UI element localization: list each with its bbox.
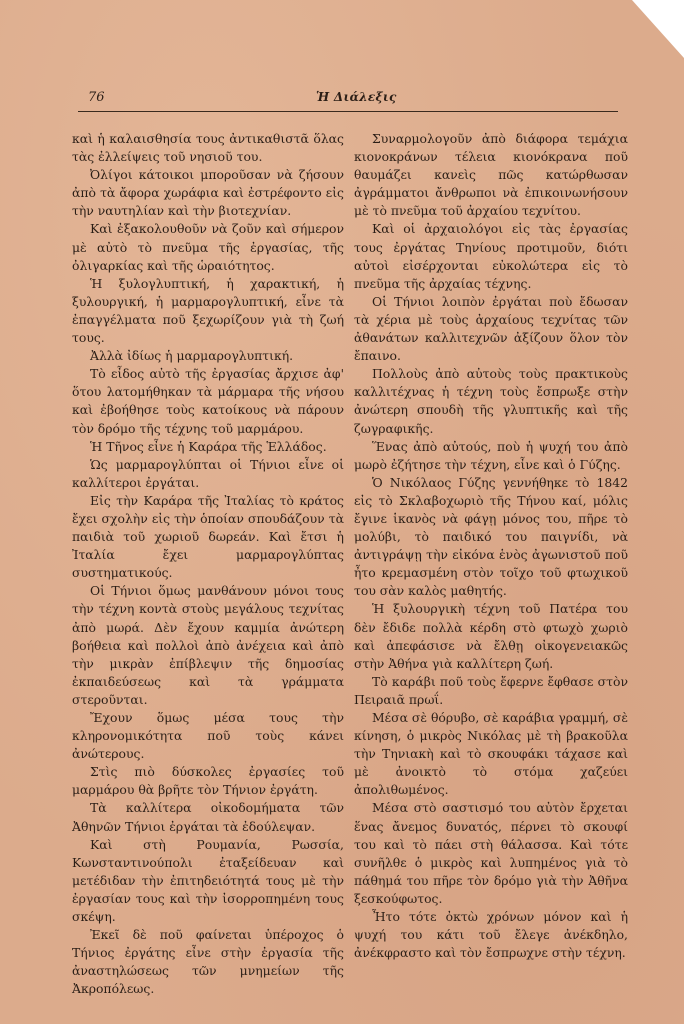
paragraph: Τὸ εἶδος αὐτὸ τῆς ἐργασίας ἄρχισε ἀφ' ὅτου λατομήθηκαν τὰ μάρμαρα τῆς νήσου καὶ ἐβοήθησε τοὺς κατοίκους νὰ πάρουν τὸν δρόμο τῆς τέχνης τοῦ μαρμάρου.	[72, 366, 344, 436]
paragraph: Μέσα στὸ σαστισμό του αὐτὸν ἔρχεται ἕνας ἄνεμος δυνατός, πέρνει τὸ σκουφί του καὶ τὸ πάει στὴ θάλασσα. Καὶ τότε συνῆλθε ὁ μικρὸς καὶ λυπημένος γιὰ τὸ πάθημά του πῆρε τὸν δρόμο γιὰ τὴν Ἀθῆνα ξεσκούφωτος.	[354, 800, 628, 906]
paragraph: Ὀλίγοι κάτοικοι μποροῦσαν νὰ ζήσουν ἀπὸ τὰ ἄφορα χωράφια καὶ ἐστρέφοντο εἰς τὴν ναυτηλίαν καὶ τὴν βιοτεχνίαν.	[72, 167, 344, 219]
paragraph: Στὶς πιὸ δύσκολες ἐργασίες τοῦ μαρμάρου θὰ βρῆτε τὸν Τήνιον ἐργάτη.	[72, 764, 344, 798]
paragraph: Πολλοὺς ἀπὸ αὐτοὺς τοὺς πρακτικοὺς καλλιτέχνας ἡ τέχνη τοὺς ἔσπρωξε στὴν ἀνώτερη σπουδὴ τῆς γλυπτικῆς καὶ τῆς ζωγραφικῆς.	[354, 366, 628, 436]
paragraph: Καὶ οἱ ἀρχαιολόγοι εἰς τὰς ἐργασίας τους ἐργάτας Τηνίους προτιμοῦν, διότι αὐτοὶ εἰσέρχονται εὐκολώτερα εἰς τὸ πνεῦμα τῆς ἀρχαίας τέχνης.	[354, 221, 628, 291]
torn-corner	[632, 0, 684, 58]
paragraph: Ἕνας ἀπὸ αὐτούς, ποὺ ἡ ψυχή του ἀπὸ μωρὸ ἐζήτησε τὴν τέχνη, εἶνε καὶ ὁ Γύζης.	[354, 438, 628, 472]
paragraph: καὶ ἡ καλαισθησία τους ἀντικαθιστᾶ ὅλας τὰς ἐλλείψεις τοῦ νησιοῦ του.	[72, 131, 344, 165]
running-title: Ἡ Διάλεξις	[316, 90, 397, 104]
paragraph: Ἡ ξυλουργικὴ τέχνη τοῦ Πατέρα του δὲν ἔδιδε πολλὰ κέρδη στὸ φτωχὸ χωριὸ καὶ ἀπεφάσισε νὰ ἔλθῃ οἰκογενειακῶς στὴν Ἀθήνα γιὰ καλλίτερη ζωή.	[354, 601, 628, 671]
paragraph: Μέσα σὲ θόρυβο, σὲ καράβια γραμμή, σὲ κίνηση, ὁ μικρὸς Νικόλας μὲ τὴ βρακοῦλα τὴν Τηνιακὴ καὶ τὸ σκουφάκι τάχασε καὶ μὲ ἀνοικτὸ τὸ στόμα χαζεύει ἀπολιθωμένος.	[354, 710, 628, 798]
paragraph: Συναρμολογοῦν ἀπὸ διάφορα τεμάχια κιονοκράνων τέλεια κιονόκρανα ποῦ θαυμάζει κανεὶς πῶς κατώρθωσαν ἀγράμματοι ἄνθρωποι νὰ ἐπικοινωνήσουν μὲ τὸ πνεῦμα τοῦ ἀρχαίου τεχνίτου.	[354, 131, 628, 219]
paragraph: Καὶ ἐξακολουθοῦν νὰ ζοῦν καὶ σήμερον μὲ αὐτὸ τὸ πνεῦμα τῆς ἐργασίας, τῆς ὀλιγαρκίας καὶ τῆς ὡραιότητος.	[72, 221, 344, 273]
paragraph: Ἡ ξυλογλυπτική, ἡ χαρακτική, ἡ ξυλουργική, ἡ μαρμαρογλυπτική, εἶνε τὰ ἐπαγγέλματα ποῦ ξεχωρίζουν γιὰ τὴ ζωή τους.	[72, 275, 344, 346]
paragraph: Καὶ στὴ Ρουμανία, Ρωσσία, Κωνσταντινούπολι ἐταξείδευαν καὶ μετέδιδαν τὴν ἐπιτηδειότητά τους μὲ τὴν ἐργασίαν τους καὶ τὴν ἰσορροπημένη τους σκέψη.	[72, 836, 344, 925]
right-column	[354, 130, 628, 962]
paragraph: Ἐκεῖ δὲ ποῦ φαίνεται ὑπέροχος ὁ Τήνιος ἐργάτης εἶνε στὴν ἐργασία τῆς ἀναστηλώσεως τῶν μνημείων τῆς Ἀκροπόλεως.	[72, 927, 344, 997]
paragraph: Εἰς τὴν Καράρα τῆς Ἰταλίας τὸ κράτος ἔχει σχολὴν εἰς τὴν ὁποίαν σπουδάζουν τὰ παιδιὰ τοῦ χωριοῦ δωρεάν. Καὶ ἔτσι ἡ Ἰταλία ἔχει μαρμαρογλύπτας συστηματικούς.	[72, 492, 344, 581]
paragraph: Οἱ Τήνιοι λοιπὸν ἐργάται ποὺ ἔδωσαν τὰ χέρια μὲ τοὺς ἀρχαίους τεχνίτας τῶν ἀθανάτων καλλιτεχνῶν ἀξίζουν ὅλον τὸν ἔπαινο.	[354, 293, 628, 364]
paragraph: Τὰ καλλίτερα οἰκοδομήματα τῶν Ἀθηνῶν Τήνιοι ἐργάται τὰ ἐδούλεψαν.	[72, 800, 344, 834]
paragraph: Ἡ Τῆνος εἶνε ἡ Καράρα τῆς Ἑλλάδος.	[90, 438, 327, 454]
paragraph: Ἀλλὰ ἰδίως ἡ μαρμαρογλυπτική.	[90, 348, 294, 364]
paragraph: Τὸ καράβι ποῦ τοὺς ἔφερνε ἔφθασε στὸν Πειραιᾶ πρωΐ.	[354, 673, 628, 707]
paragraph: Οἱ Τήνιοι ὅμως μανθάνουν μόνοι τους τὴν τέχνη κοντὰ στοὺς μεγάλους τεχνίτας ἀπὸ μωρά. Δὲν ἔχουν καμμία ἀνώτερη βοήθεια καὶ πολλοὶ ἀπὸ ἀνέχεια καὶ ἀπὸ τὴν μικρὰν ἐπίβλεψιν τῆς δημοσίας ἐκπαιδεύσεως καὶ τὰ γράμματα στεροῦνται.	[72, 583, 344, 707]
paragraph: Ὡς μαρμαρογλύπται οἱ Τήνιοι εἶνε οἱ καλλίτεροι ἐργάται.	[72, 456, 344, 490]
paragraph: Ἔχουν ὅμως μέσα τους τὴν κληρονομικότητα ποῦ τοὺς κάνει ἀνώτερους.	[72, 710, 344, 762]
page-number: 76	[88, 90, 105, 105]
page-header	[76, 90, 622, 110]
left-column	[72, 130, 344, 999]
header-rule	[78, 111, 618, 112]
paragraph: Ὁ Νικόλαος Γύζης γεννήθηκε τὸ 1842 εἰς τὸ Σκλαβοχωριὸ τῆς Τήνου καί, μόλις ἔγινε ἱκανὸς νὰ φάγῃ μόνος του, πῆρε τὸ μολύβι, τὸ παιδικό του παιγνίδι, νὰ ἀντιγράψῃ τὴν εἰκόνα ἑνὸς ἀγωνιστοῦ ποῦ ἦτο κρεμασμένη στὸν τοῖχο τοῦ φτωχικοῦ του σὰν καλὸς μαθητής.	[354, 474, 628, 599]
paragraph: Ἦτο τότε ὀκτὼ χρόνων μόνον καὶ ἡ ψυχή του κάτι τοῦ ἔλεγε ἀνέκδηλο, ἀνέκφραστο καὶ τὸν ἔσπρωχνε στὴν τέχνη.	[354, 909, 628, 961]
